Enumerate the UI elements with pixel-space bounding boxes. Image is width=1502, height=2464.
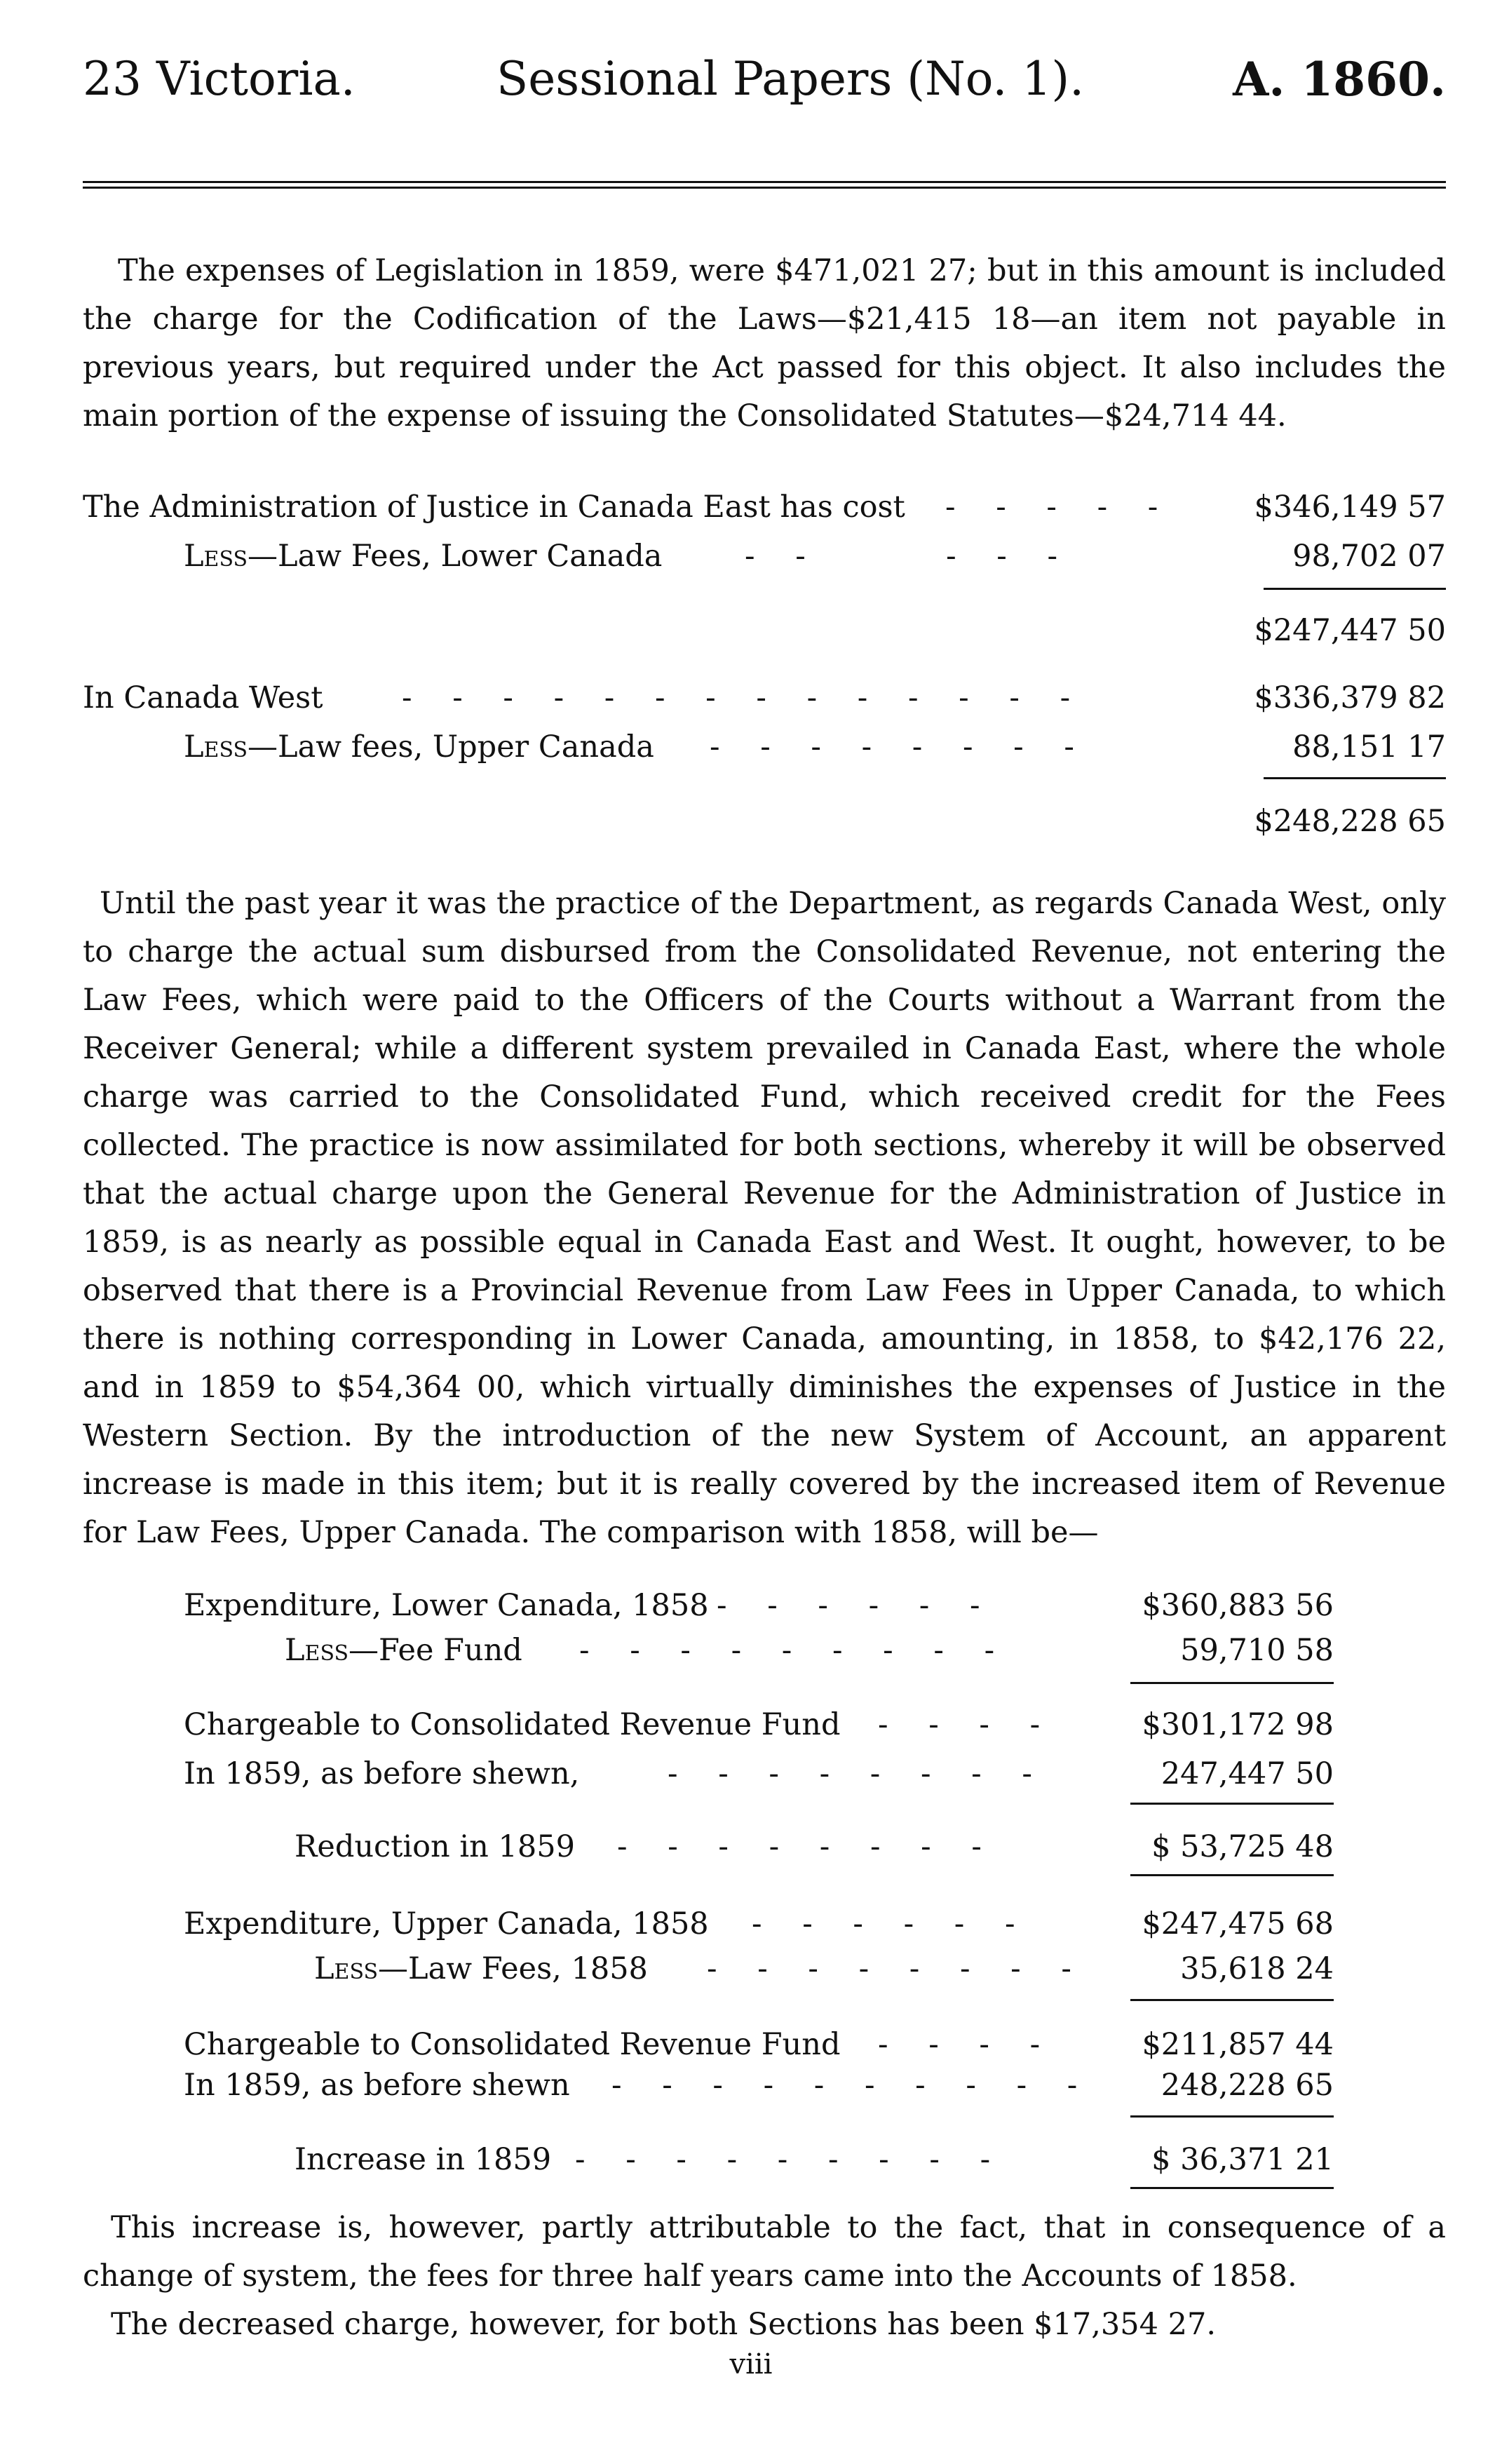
less-prefix: Less — [314, 1951, 379, 1986]
running-header — [83, 41, 1446, 118]
header-title: Sessional Papers (No. 1). — [496, 52, 1085, 106]
final-line: The decreased charge, however, for both Sections has been $17,354 27. — [111, 2307, 1217, 2342]
leader-dots: - - - - - - - - — [617, 1829, 997, 1864]
east-less-row — [184, 532, 1446, 581]
closing-paragraph: This increase is, however, partly attributable to the fact, that in consequence of a change of system, the fees for three half years came into the Accounts of 1858. — [83, 2210, 1446, 2294]
upper-less-amount: 35,618 24 — [1180, 1951, 1334, 1986]
lower-less-label: —Fee Fund — [349, 1633, 522, 1668]
sum-rule — [1130, 1682, 1334, 1684]
leader-dots: - - - - - - - - — [710, 729, 1090, 765]
leader-dots: - - - - - - — [752, 1906, 1031, 1941]
sum-rule — [1130, 1999, 1334, 2001]
less-prefix: Less — [184, 729, 248, 765]
leader-dots: - - - - - - - - - — [575, 2142, 1006, 2177]
west-cost-row — [83, 673, 1446, 722]
leader-dots: - - - - — [878, 2027, 1056, 2062]
sum-rule — [1130, 2115, 1334, 2118]
leader-dots: - - - - - - - - - - - - - - — [402, 680, 1086, 715]
lower-reduction-amount: $ 53,725 48 — [1151, 1829, 1334, 1864]
lower-expenditure-amount: $360,883 56 — [1142, 1588, 1334, 1623]
upper-increase-row — [295, 2135, 1334, 2184]
west-less-amount: 88,151 17 — [1292, 729, 1446, 765]
lower-chargeable-row — [184, 1700, 1334, 1749]
lower-less-row — [285, 1626, 1334, 1675]
lower-chargeable-label: Chargeable to Consolidated Revenue Fund — [184, 1707, 841, 1742]
header-volume: 23 Victoria. — [83, 52, 356, 106]
east-less-label: —Law Fees, Lower Canada — [248, 539, 663, 574]
sum-rule — [1264, 777, 1446, 779]
east-less-amount: 98,702 07 — [1292, 539, 1446, 574]
upper-1859-row — [184, 2061, 1334, 2110]
upper-less-row — [314, 1944, 1334, 1993]
west-cost-amount: $336,379 82 — [1254, 680, 1446, 715]
upper-expenditure-row — [184, 1899, 1334, 1948]
intro-paragraph: The expenses of Legislation in 1859, were $471,021 27; but in this amount is included the charge for the Codification of the Laws—$21,415 18—an item not payable in previous years, but required under the Act passed for this object. It also includes the main portion of the expense of issuing the Consolidated Statutes—$24,714 44. — [83, 253, 1446, 433]
east-cost-amount: $346,149 57 — [1254, 490, 1446, 525]
page-folio: viii — [729, 2348, 773, 2381]
less-prefix: Less — [285, 1633, 349, 1668]
header-rule-bottom — [83, 187, 1446, 189]
upper-1859-label: In 1859, as before shewn — [184, 2068, 570, 2103]
east-cost-label: The Administration of Justice in Canada East has cost — [83, 490, 905, 525]
west-net-row — [83, 797, 1446, 846]
west-less-label: —Law fees, Upper Canada — [248, 729, 654, 765]
lower-1859-amount: 247,447 50 — [1161, 1756, 1334, 1791]
leader-dots: - - - - - - — [717, 1588, 996, 1623]
sum-rule — [1130, 1874, 1334, 1876]
upper-chargeable-label: Chargeable to Consolidated Revenue Fund — [184, 2027, 841, 2062]
west-less-row — [184, 722, 1446, 772]
sum-rule — [1130, 1803, 1334, 1805]
leader-dots: - - - - - — [745, 539, 1073, 574]
west-cost-label: In Canada West — [83, 680, 323, 715]
upper-increase-label: Increase in 1859 — [295, 2142, 552, 2177]
lower-chargeable-amount: $301,172 98 — [1142, 1707, 1334, 1742]
lower-reduction-row — [295, 1822, 1334, 1871]
east-net-row — [83, 606, 1446, 655]
middle-paragraph: Until the past year it was the practice of the Department, as regards Canada West, only to charge the actual sum disbursed from the Consolidated Revenue, not entering the Law Fees, which were paid to the Officers of the Courts without a Warrant from the Receiver General; while a different system prevailed in Canada East, where the whole charge was carried to the Consolidated Fund, which received credit for the Fees collected. The practice is now assimilated for both sections, whereby it will be observed that the actual charge upon the General Revenue for the Administration of Justice in 1859, is as nearly as possible equal in Canada East and West. It ought, however, to be observed that there is a Provincial Revenue from Law Fees in Upper Canada, to which there is nothing corresponding in Lower Canada, amounting, in 1858, to $42,176 22, and in 1859 to $54,364 00, which virtually diminishes the expenses of Justice in the Western Section. By the introduction of the new System of Account, an apparent increase is made in this item; but it is really covered by the increased item of Revenue for Law Fees, Upper Canada. The comparison with 1858, will be— — [83, 886, 1446, 1550]
sum-rule — [1130, 2187, 1334, 2189]
lower-reduction-label: Reduction in 1859 — [295, 1829, 575, 1864]
west-net-amount: $248,228 65 — [1254, 804, 1446, 839]
upper-expenditure-amount: $247,475 68 — [1142, 1906, 1334, 1941]
upper-increase-amount: $ 36,371 21 — [1151, 2142, 1334, 2177]
leader-dots: - - - - - - - - — [707, 1951, 1087, 1986]
header-year: A. 1860. — [1233, 52, 1446, 107]
lower-1859-row — [184, 1749, 1334, 1798]
leader-dots: - - - - - - - - — [668, 1756, 1048, 1791]
lower-expenditure-label: Expenditure, Lower Canada, 1858 — [184, 1588, 709, 1623]
upper-1859-amount: 248,228 65 — [1161, 2068, 1334, 2103]
upper-less-label: —Law Fees, 1858 — [378, 1951, 648, 1986]
sum-rule — [1264, 588, 1446, 590]
leader-dots: - - - - - - - - - - — [611, 2068, 1093, 2103]
less-prefix: Less — [184, 539, 248, 574]
east-cost-row — [83, 483, 1446, 532]
lower-less-amount: 59,710 58 — [1180, 1633, 1334, 1668]
lower-expenditure-row — [184, 1581, 1334, 1630]
upper-expenditure-label: Expenditure, Upper Canada, 1858 — [184, 1906, 709, 1941]
leader-dots: - - - - - — [945, 490, 1174, 525]
header-rule-top — [83, 181, 1446, 183]
east-net-amount: $247,447 50 — [1254, 613, 1446, 648]
lower-1859-label: In 1859, as before shewn, — [184, 1756, 580, 1791]
leader-dots: - - - - - - - - - — [579, 1633, 1010, 1668]
upper-chargeable-amount: $211,857 44 — [1142, 2027, 1334, 2062]
leader-dots: - - - - — [878, 1707, 1056, 1742]
